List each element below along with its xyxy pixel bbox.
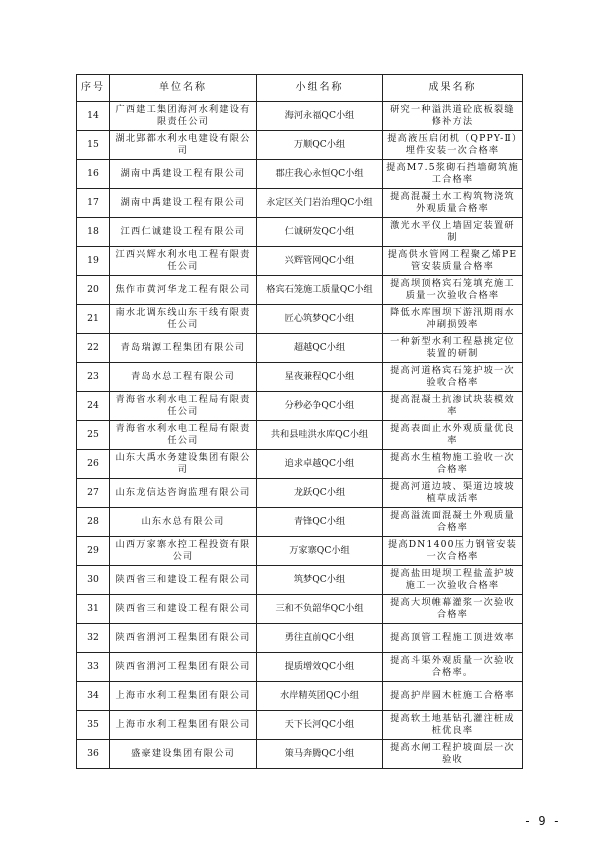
table-row	[77, 740, 523, 769]
table-header-row	[77, 75, 523, 102]
group-name-cell: 郡庄我心永恒QC小组	[257, 160, 383, 189]
unit-name-cell: 青海省水利水电工程局有限责任公司	[110, 392, 257, 421]
unit-name-cell: 上海市水利工程集团有限公司	[110, 711, 257, 740]
table-row	[77, 334, 523, 363]
row-index: 32	[77, 624, 110, 653]
group-name-cell: 提质增效QC小组	[257, 653, 383, 682]
unit-name-cell: 焦作市黄河华龙工程有限公司	[110, 276, 257, 305]
result-name-cell: 提高M7.5浆砌石挡墙砌筑施工合格率	[383, 160, 523, 189]
result-name-cell: 降低水库围坝下游汛期雨水冲刷损毁率	[383, 305, 523, 334]
row-index: 36	[77, 740, 110, 769]
row-index: 20	[77, 276, 110, 305]
table-row	[77, 682, 523, 711]
table-row	[77, 479, 523, 508]
table-row	[77, 276, 523, 305]
unit-name-cell: 山东大禹水务建设集团有限公司	[110, 450, 257, 479]
table-row	[77, 537, 523, 566]
unit-name-cell: 陕西省渭河工程集团有限公司	[110, 653, 257, 682]
unit-name-cell: 山东水总有限公司	[110, 508, 257, 537]
result-name-cell: 提高盐田堤坝工程盐盖护坡施工一次验收合格率	[383, 566, 523, 595]
result-name-cell: 提高护岸圆木桩施工合格率	[383, 682, 523, 711]
unit-name-cell: 湖北郢都水利水电建设有限公司	[110, 131, 257, 160]
row-index: 18	[77, 218, 110, 247]
result-name-cell: 提高供水管网工程聚乙烯PE管安装质量合格率	[383, 247, 523, 276]
table-row	[77, 624, 523, 653]
result-name-cell: 提高水生植物施工验收一次合格率	[383, 450, 523, 479]
result-name-cell: 提高DN1400压力钢管安装一次合格率	[383, 537, 523, 566]
group-name-cell: 万顺QC小组	[257, 131, 383, 160]
group-name-cell: 追求卓越QC小组	[257, 450, 383, 479]
group-name-cell: 筑梦QC小组	[257, 566, 383, 595]
group-name-cell: 青锋QC小组	[257, 508, 383, 537]
row-index: 31	[77, 595, 110, 624]
result-name-cell: 提高河道边坡、渠道边坡坡植草成活率	[383, 479, 523, 508]
result-name-cell: 提高软土地基钻孔灌注桩成桩优良率	[383, 711, 523, 740]
group-name-cell: 天下长河QC小组	[257, 711, 383, 740]
row-index: 30	[77, 566, 110, 595]
unit-name-cell: 陕西省三和建设工程有限公司	[110, 595, 257, 624]
result-name-cell: 提高顶管工程施工顶进效率	[383, 624, 523, 653]
table-row	[77, 711, 523, 740]
row-index: 21	[77, 305, 110, 334]
result-name-cell: 提高混凝土水工构筑物浇筑外观质量合格率	[383, 189, 523, 218]
result-name-cell: 一种新型水利工程悬挑定位装置的研制	[383, 334, 523, 363]
row-index: 19	[77, 247, 110, 276]
result-name-cell: 提高表面止水外观质量优良率	[383, 421, 523, 450]
group-name-cell: 策马奔腾QC小组	[257, 740, 383, 769]
group-name-cell: 龙跃QC小组	[257, 479, 383, 508]
row-index: 34	[77, 682, 110, 711]
result-name-cell: 提高斗渠外观质量一次验收合格率。	[383, 653, 523, 682]
result-name-cell: 提高大坝帷幕灌浆一次验收合格率	[383, 595, 523, 624]
header-group-name: 小组名称	[257, 75, 383, 102]
row-index: 26	[77, 450, 110, 479]
result-name-cell: 研究一种溢洪道砼底板裂缝修补方法	[383, 102, 523, 131]
group-name-cell: 超越QC小组	[257, 334, 383, 363]
group-name-cell: 格宾石笼施工质量QC小组	[257, 276, 383, 305]
table-row	[77, 247, 523, 276]
unit-name-cell: 江西兴辉水利水电工程有限责任公司	[110, 247, 257, 276]
group-name-cell: 兴辉管网QC小组	[257, 247, 383, 276]
table-row	[77, 508, 523, 537]
row-index: 23	[77, 363, 110, 392]
unit-name-cell: 湖南中禹建设工程有限公司	[110, 189, 257, 218]
row-index: 15	[77, 131, 110, 160]
table-row	[77, 131, 523, 160]
unit-name-cell: 江西仁诚建设工程有限公司	[110, 218, 257, 247]
table-row	[77, 566, 523, 595]
result-name-cell: 提高坝顶格宾石笼填充施工质量一次验收合格率	[383, 276, 523, 305]
unit-name-cell: 上海市水利工程集团有限公司	[110, 682, 257, 711]
group-name-cell: 水岸精英团QC小组	[257, 682, 383, 711]
group-name-cell: 星夜兼程QC小组	[257, 363, 383, 392]
unit-name-cell: 青岛水总工程有限公司	[110, 363, 257, 392]
group-name-cell: 三和不负韶华QC小组	[257, 595, 383, 624]
table-row	[77, 421, 523, 450]
result-name-cell: 提高溢流面混凝土外观质量合格率	[383, 508, 523, 537]
header-result-name: 成果名称	[383, 75, 523, 102]
table-row	[77, 305, 523, 334]
row-index: 16	[77, 160, 110, 189]
unit-name-cell: 盛豪建设集团有限公司	[110, 740, 257, 769]
unit-name-cell: 山东龙信达咨询监理有限公司	[110, 479, 257, 508]
page-number: - 9 -	[523, 814, 560, 828]
unit-name-cell: 湖南中禹建设工程有限公司	[110, 160, 257, 189]
row-index: 29	[77, 537, 110, 566]
table-body	[77, 102, 523, 769]
result-name-cell: 激光水平仪上墙固定装置研制	[383, 218, 523, 247]
unit-name-cell: 广西建工集团海河水利建设有限责任公司	[110, 102, 257, 131]
header-index: 序号	[77, 75, 110, 102]
header-unit-name: 单位名称	[110, 75, 257, 102]
row-index: 22	[77, 334, 110, 363]
table-row	[77, 189, 523, 218]
table-row	[77, 392, 523, 421]
group-name-cell: 匠心筑梦QC小组	[257, 305, 383, 334]
row-index: 17	[77, 189, 110, 218]
group-name-cell: 万家寨QC小组	[257, 537, 383, 566]
unit-name-cell: 南水北调东线山东干线有限责任公司	[110, 305, 257, 334]
group-name-cell: 仁诚研发QC小组	[257, 218, 383, 247]
result-name-cell: 提高水闸工程护坡面层一次验收	[383, 740, 523, 769]
table-row	[77, 102, 523, 131]
table-row	[77, 218, 523, 247]
table-row	[77, 595, 523, 624]
table-row	[77, 653, 523, 682]
row-index: 28	[77, 508, 110, 537]
group-name-cell: 永定区关门岩治理QC小组	[257, 189, 383, 218]
group-name-cell: 勇往直前QC小组	[257, 624, 383, 653]
row-index: 33	[77, 653, 110, 682]
group-name-cell: 共和县哇洪水库QC小组	[257, 421, 383, 450]
table-row	[77, 450, 523, 479]
row-index: 27	[77, 479, 110, 508]
row-index: 35	[77, 711, 110, 740]
unit-name-cell: 山西万家寨水控工程投资有限公司	[110, 537, 257, 566]
table-row	[77, 363, 523, 392]
unit-name-cell: 青岛瑞源工程集团有限公司	[110, 334, 257, 363]
unit-name-cell: 陕西省三和建设工程有限公司	[110, 566, 257, 595]
result-name-cell: 提高混凝土抗渗试块装模效率	[383, 392, 523, 421]
group-name-cell: 分秒必争QC小组	[257, 392, 383, 421]
table-row	[77, 160, 523, 189]
unit-name-cell: 陕西省渭河工程集团有限公司	[110, 624, 257, 653]
result-name-cell: 提高液压启闭机（QPPY-Ⅱ）埋件安装一次合格率	[383, 131, 523, 160]
results-table	[76, 74, 523, 769]
row-index: 14	[77, 102, 110, 131]
result-name-cell: 提高河道格宾石笼护坡一次验收合格率	[383, 363, 523, 392]
unit-name-cell: 青海省水利水电工程局有限责任公司	[110, 421, 257, 450]
row-index: 25	[77, 421, 110, 450]
group-name-cell: 海河永福QC小组	[257, 102, 383, 131]
row-index: 24	[77, 392, 110, 421]
